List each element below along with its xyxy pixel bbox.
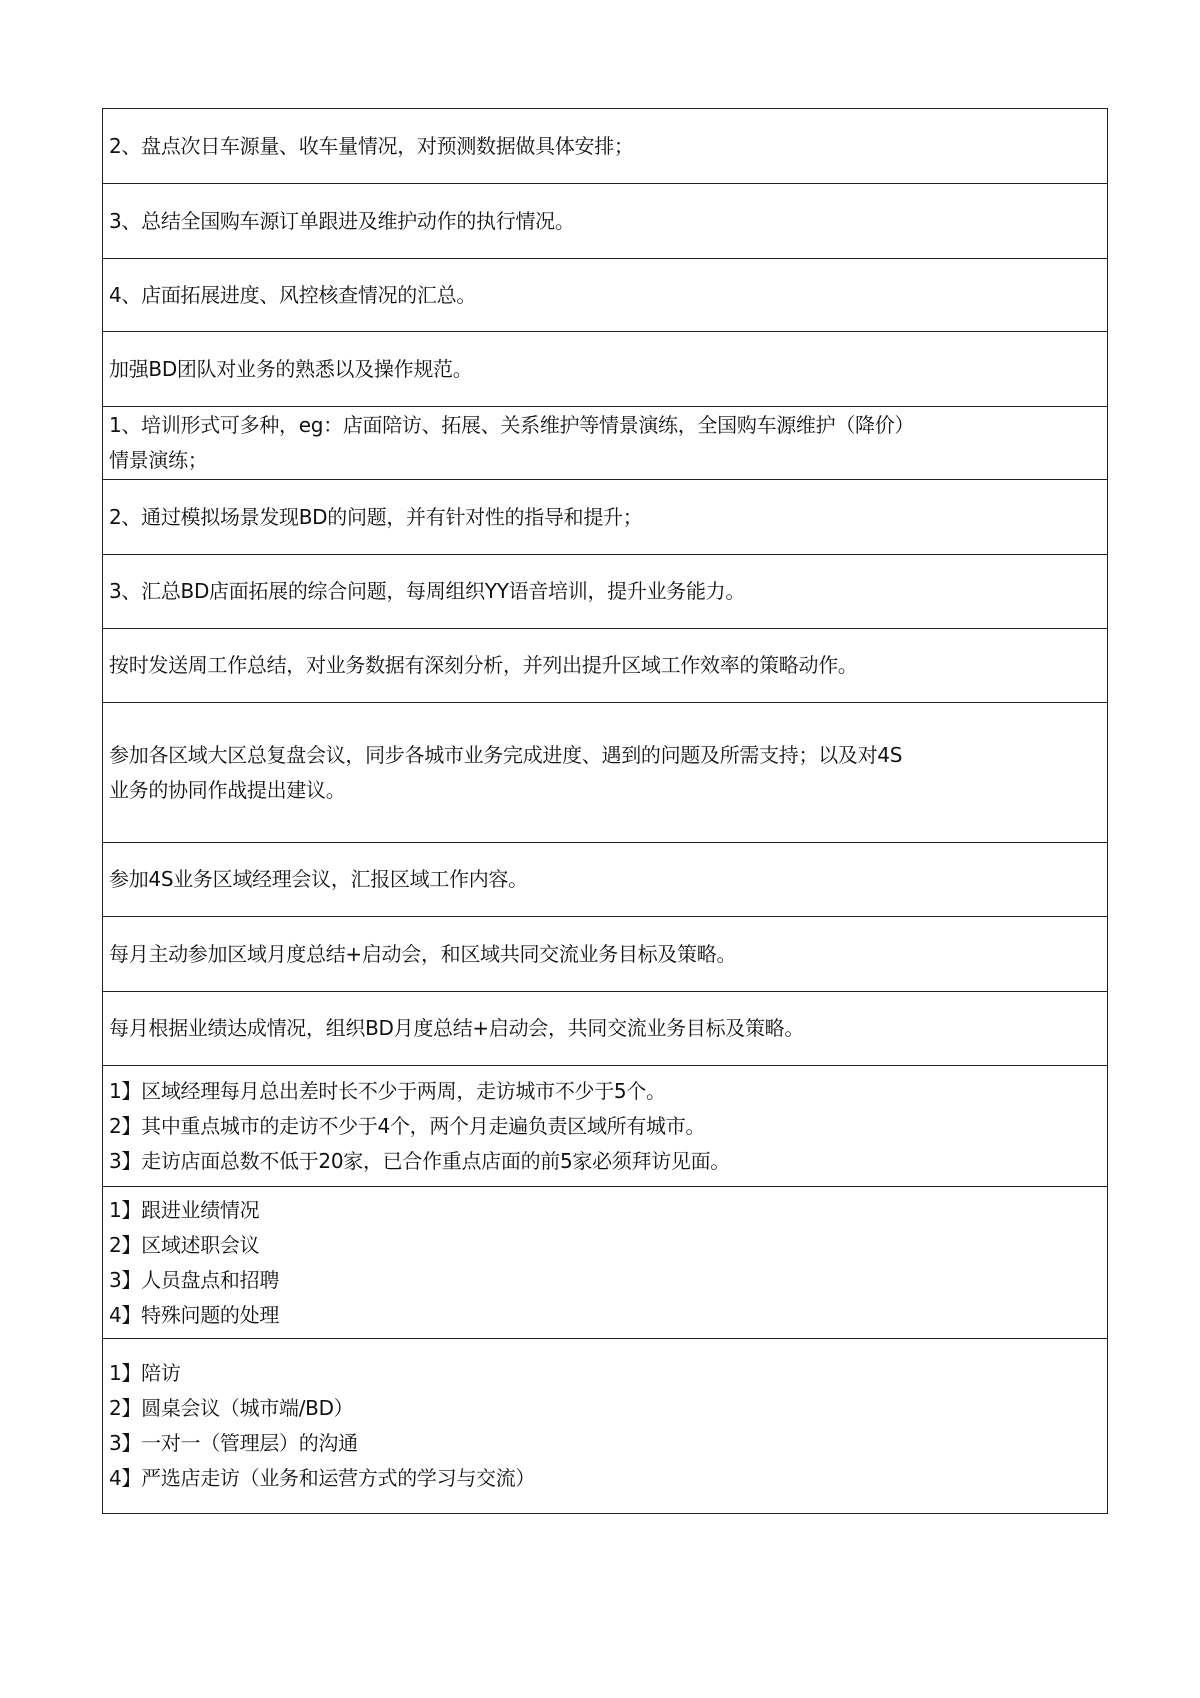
cell-text-line: 情景演练； — [109, 448, 208, 472]
cell-text-line: 业务的协同作战提出建议。 — [109, 777, 346, 802]
cell-text-line: 2】圆桌会议（城市端/BD） — [109, 1396, 354, 1420]
table-cell — [103, 480, 1108, 555]
cell-text-line: 1】区域经理每月总出差时长不少于两周，走访城市不少于5个。 — [109, 1078, 666, 1103]
table-cell — [103, 1066, 1108, 1187]
table-row — [103, 917, 1108, 992]
table-row — [103, 259, 1108, 332]
cell-text-line: 加强BD团队对业务的熟悉以及操作规范。 — [109, 356, 473, 381]
cell-text-line: 3】一对一（管理层）的沟通 — [109, 1431, 358, 1455]
cell-text-line: 4、店面拓展进度、风控核查情况的汇总。 — [109, 282, 477, 307]
cell-text-line: 4】特殊问题的处理 — [109, 1302, 280, 1327]
cell-text-line: 2、盘点次日车源量、收车量情况，对预测数据做具体安排； — [109, 133, 634, 158]
cell-text-line: 2、通过模拟场景发现BD的问题，并有针对性的指导和提升； — [109, 504, 643, 529]
table-row — [103, 480, 1108, 555]
cell-text-line: 1、培训形式可多种，eg：店面陪访、拓展、关系维护等情景演练，全国购车源维护（降价） — [109, 413, 915, 437]
table-row — [103, 1066, 1108, 1187]
cell-text-line: 1】陪访 — [109, 1361, 181, 1385]
table-row — [103, 184, 1108, 259]
table-cell — [103, 407, 1108, 480]
cell-text-line: 参加各区域大区总复盘会议，同步各城市业务完成进度、遇到的问题及所需支持；以及对4S — [109, 742, 903, 767]
table-row — [103, 1187, 1108, 1339]
table-row — [103, 109, 1108, 184]
cell-text-line: 2】区域述职会议 — [109, 1232, 260, 1257]
cell-text-line: 3、总结全国购车源订单跟进及维护动作的执行情况。 — [109, 208, 575, 233]
table-cell — [103, 109, 1108, 184]
cell-text-line: 3】人员盘点和招聘 — [109, 1267, 280, 1292]
cell-text-line: 按时发送周工作总结，对业务数据有深刻分析，并列出提升区域工作效率的策略动作。 — [109, 653, 858, 677]
table-cell — [103, 1339, 1108, 1514]
table-cell — [103, 332, 1108, 407]
cell-text-line: 参加4S业务区域经理会议，汇报区域工作内容。 — [109, 867, 528, 891]
table-cell — [103, 259, 1108, 332]
table-row — [103, 332, 1108, 407]
cell-text-line: 每月主动参加区域月度总结+启动会，和区域共同交流业务目标及策略。 — [109, 941, 737, 966]
table-cell — [103, 992, 1108, 1066]
table-cell — [103, 703, 1108, 843]
table-row — [103, 843, 1108, 917]
table-row — [103, 629, 1108, 703]
table-row — [103, 703, 1108, 843]
cell-text-line: 每月根据业绩达成情况，组织BD月度总结+启动会，共同交流业务目标及策略。 — [109, 1016, 805, 1040]
table-cell — [103, 843, 1108, 917]
cell-text-line: 1】跟进业绩情况 — [109, 1197, 260, 1222]
table-cell — [103, 184, 1108, 259]
cell-text-line: 3】走访店面总数不低于20家，已合作重点店面的前5家必须拜访见面。 — [109, 1148, 730, 1173]
table-row — [103, 407, 1108, 480]
table-cell — [103, 629, 1108, 703]
table-cell — [103, 555, 1108, 629]
cell-text-line: 4】严选店走访（业务和运营方式的学习与交流） — [109, 1466, 536, 1490]
table-cell — [103, 1187, 1108, 1339]
cell-text-line: 3、汇总BD店面拓展的综合问题，每周组织YY语音培训，提升业务能力。 — [109, 579, 746, 603]
table-row — [103, 1339, 1108, 1514]
table-cell — [103, 917, 1108, 992]
content-table — [102, 108, 1108, 1514]
table-row — [103, 992, 1108, 1066]
cell-text-line: 2】其中重点城市的走访不少于4个，两个月走遍负责区域所有城市。 — [109, 1113, 706, 1138]
table-row — [103, 555, 1108, 629]
